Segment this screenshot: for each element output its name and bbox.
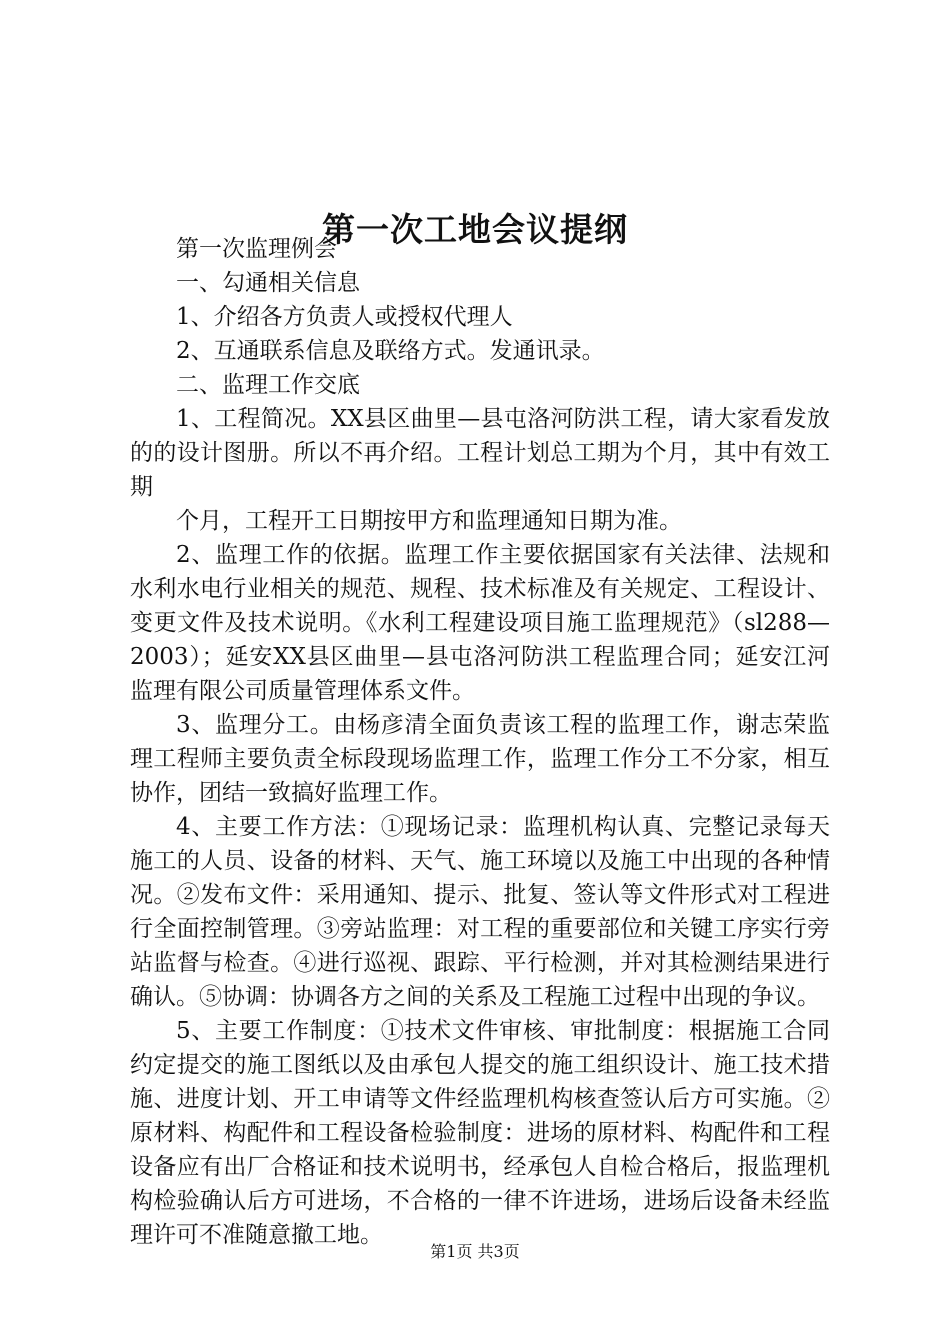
document-title: 第一次工地会议提纲 <box>322 210 628 250</box>
paragraph-basis: 2、监理工作的依据。监理工作主要依据国家有关法律、法规和水利水电行业相关的规范、规程、技术标准及有关规定、工程设计、变更文件及技术说明。《水利工程建设项目施工监理规范》（sl288—2003）；延安XX县区曲里—县屯洛河防洪工程监理合同；延安江河监理有限公司质量管理体系文件。 <box>130 542 830 704</box>
paragraph-division: 3、监理分工。由杨彦清全面负责该工程的监理工作，谢志荣监理工程师主要负责全标段现场监理工作，监理工作分工不分家，相互协作，团结一致搞好监理工作。 <box>130 712 830 806</box>
document-body <box>130 232 830 1252</box>
page-footer: 第1页 共3页 <box>430 1242 520 1261</box>
section-heading-communicate: 一、勾通相关信息 <box>176 270 360 296</box>
paragraph-methods: 4、主要工作方法：①现场记录：监理机构认真、完整记录每天施工的人员、设备的材料、天气、施工环境以及施工中出现的各种情况。②发布文件：采用通知、提示、批复、签认等文件形式对工程进行全面控制管理。③旁站监理：对工程的重要部位和关键工序实行旁站监督与检查。④进行巡视、跟踪、平行检测，并对其检测结果进行确认。⑤协调：协调各方之间的关系及工程施工过程中出现的争议。 <box>130 814 830 1010</box>
paragraph-meeting-name: 第一次监理例会 <box>176 236 337 262</box>
paragraph-project-overview: 1、工程简况。XX县区曲里—县屯洛河防洪工程，请大家看发放的的设计图册。所以不再介绍。工程计划总工期为个月，其中有效工期 <box>130 406 830 500</box>
paragraph-contacts: 2、互通联系信息及联络方式。发通讯录。 <box>176 338 605 364</box>
section-heading-handover: 二、监理工作交底 <box>176 372 360 398</box>
paragraph-systems: 5、主要工作制度：①技术文件审核、审批制度：根据施工合同约定提交的施工图纸以及由承包人提交的施工组织设计、施工技术措施、进度计划、开工申请等文件经监理机构核查签认后方可实施。②原材料、构配件和工程设备检验制度：进场的原材料、构配件和工程设备应有出厂合格证和技术说明书，经承包人自检合格后，报监理机构检验确认后方可进场，不合格的一律不许进场，进场后设备未经监理许可不准随意撤工地。 <box>130 1018 830 1248</box>
paragraph-start-date: 个月，工程开工日期按甲方和监理通知日期为准。 <box>176 508 682 534</box>
paragraph-introduce: 1、介绍各方负责人或授权代理人 <box>176 304 513 330</box>
